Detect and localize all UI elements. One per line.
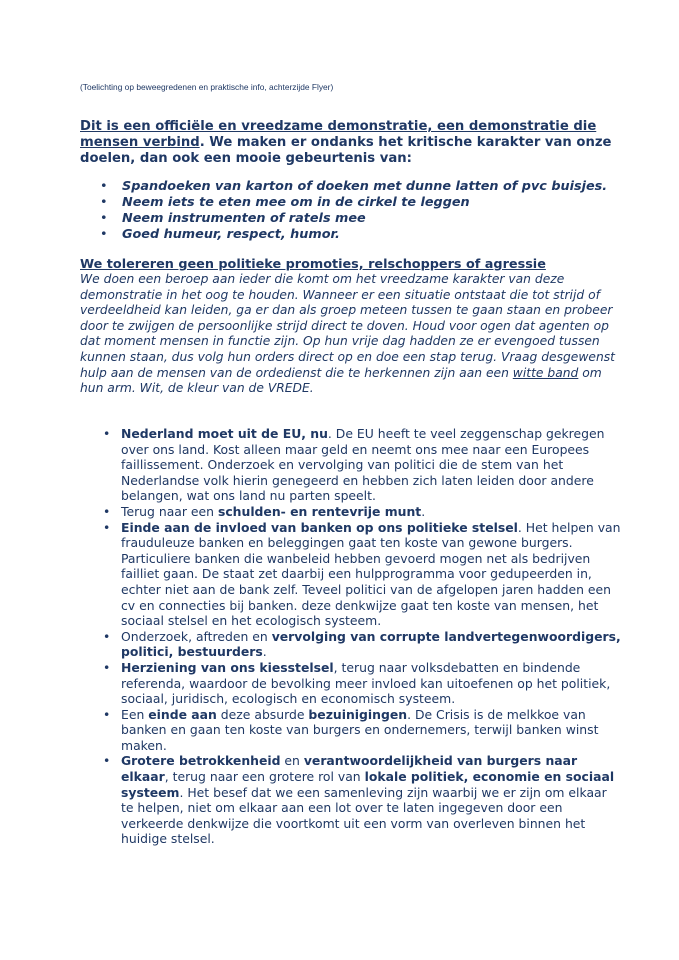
intro-underlined: Dit is een officiële en vreedzame demonstratie, een demonstratie die mensen verbind xyxy=(80,119,597,150)
demand-item xyxy=(103,504,623,520)
demand-bold: schulden- en rentevrije munt xyxy=(217,503,422,519)
demand-text: . xyxy=(262,644,267,660)
demand-text: . De Crisis is de melkkoe van banken en gaan ten koste van burgers en ondernemers, terwijl banken winst maken. xyxy=(121,706,599,753)
checklist-item: • Neem iets te eten mee om in de cirkel te leggen xyxy=(100,195,640,211)
tolerance-text: We doen een beroep aan ieder die komt om het vreedzame karakter van deze demonstratie in het oog te houden. Wanneer er een situatie ontstaat die tot strijd of verdeeldheid kan leiden, ga er dan als groep meteen tussen te gaan staan en probeer door te zwijgen de persoonlijke strijd direct te doven. Houd voor ogen dat agenten op dat moment mensen in functie zijn. Op hun vrije dag hadden ze er evengoed tussen kunnen staan, dus volg hun orders direct op en doe een stap terug. Vraag desgewenst hulp aan de mensen van de ordedienst die te herkennen zijn aan een xyxy=(80,272,615,380)
checklist-item: • Neem instrumenten of ratels mee xyxy=(100,211,640,227)
demand-text: . xyxy=(421,503,426,519)
demand-bold: Nederland moet uit de EU, nu xyxy=(121,426,328,441)
demand-text: . Het besef dat we een samenleving zijn waarbij we er zijn om elkaar te helpen, niet om elkaar aan een lot over te laten ingegeven door een verkeerde denkwijze die voortkomt uit een vorm van overleven binnen het huidige stelsel. xyxy=(121,784,607,847)
demand-bold: vervolging van corrupte landvertegenwoordigers, politici, bestuurders xyxy=(121,628,621,660)
demand-text: Een xyxy=(121,706,149,722)
checklist-item: • Goed humeur, respect, humor. xyxy=(100,227,640,243)
demand-bold: bezuinigingen xyxy=(308,706,408,722)
tolerance-paragraph xyxy=(80,272,620,397)
demand-text: en xyxy=(280,753,304,769)
flyer-caption: (Toelichting op beweegredenen en praktische info, achterzijde Flyer) xyxy=(80,82,334,92)
demand-text: Terug naar een xyxy=(121,503,218,519)
demand-text: . Het helpen van frauduleuze banken en beleggingen gaat ten koste van gewone burgers. Particuliere banken die wanbeleid hebben gevoerd mogen net als bedrijven failliet gaan. De staat zet daarbij een hulpprogramma voor gedupeerden in, echter niet aan de bank zelf. Teveel politici van de afgelopen jaren hadden een cv en connecties bij banken. deze denkwijze gaat ten koste van mensen, het sociaal stelsel en het ecologisch systeem. xyxy=(121,519,621,629)
intro-rest: . We maken er ondanks het kritische karakter van onze doelen, dan ook een mooie gebeurtenis van: xyxy=(80,135,612,166)
bring-checklist xyxy=(100,179,640,243)
demand-text: , terug naar volksdebatten en bindende referenda, waardoor de bevolking meer invloed kan uitoefenen op het politiek, sociaal, juridisch, ecologisch en economisch systeem. xyxy=(121,659,611,707)
demand-text: , terug naar een grotere rol van xyxy=(164,769,365,785)
demand-item xyxy=(103,753,623,847)
checklist-item: • Spandoeken van karton of doeken met dunne latten of pvc buisjes. xyxy=(100,179,640,195)
demand-item xyxy=(103,660,623,707)
demand-text: . De EU heeft te veel zeggenschap gekregen over ons land. Kost alleen maar geld en neemt ons mee naar een Europees faillissement. Onderzoek en vervolging van politici die de stem van het Nederlandse volk hierin genegeerd en hebben zich laten leiden door andere belangen, wat ons land nu parten speelt. xyxy=(121,426,605,504)
demand-item xyxy=(103,520,623,629)
demands-list xyxy=(103,426,623,847)
demand-item xyxy=(103,707,623,754)
demand-bold: lokale politiek, economie en sociaal systeem xyxy=(121,769,615,800)
demand-bold: einde aan xyxy=(148,706,217,722)
tolerance-heading: We tolereren geen politieke promoties, relschoppers of agressie xyxy=(80,257,546,272)
demand-bold: verantwoordelijkheid van burgers naar elkaar xyxy=(121,753,578,785)
demand-bold: Herziening van ons kiesstelsel xyxy=(121,659,334,675)
tolerance-text-end: om hun arm. Wit, de kleur van de VREDE. xyxy=(80,365,602,396)
demand-item xyxy=(103,426,623,504)
demand-text: Onderzoek, aftreden en xyxy=(121,628,272,644)
demand-bold: Einde aan de invloed van banken op ons politieke stelsel xyxy=(121,519,518,535)
intro-paragraph xyxy=(80,119,620,167)
demand-bold: Grotere betrokkenheid xyxy=(121,753,281,769)
demand-text: deze absurde xyxy=(216,706,309,722)
demand-item xyxy=(103,629,623,660)
white-band-text: witte band xyxy=(512,365,579,380)
